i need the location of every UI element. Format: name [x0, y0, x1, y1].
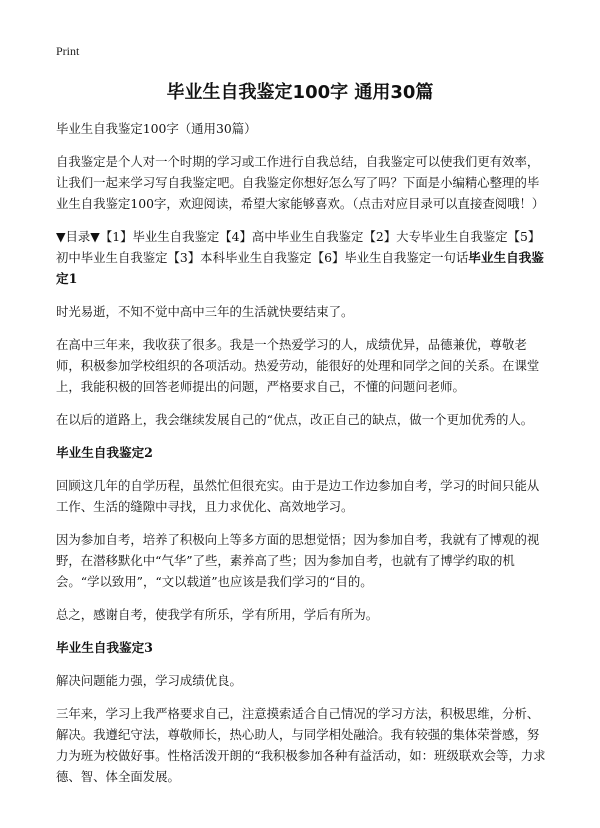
section-3-paragraph-1: 解决问题能力强，学习成绩优良。	[56, 673, 242, 688]
document-body	[56, 118, 550, 799]
section-2-paragraph-2: 因为参加自考，培养了积极向上等多方面的思想觉悟；因为参加自考，我就有了博观的视野，在潜移默化中“气华”了些，素养高了些；因为参加自考，也就有了博学约取的机会。“学以致用”，“文以载道”也应该是我们学习的“目的。	[56, 532, 540, 589]
document-subtitle: 毕业生自我鉴定100字（通用30篇）	[56, 121, 257, 136]
section-2-paragraph-1: 回顾这几年的自学历程，虽然忙但很充实。由于是边工作边参加自考，学习的时间只能从工作、生活的缝隙中寻找，且力求优化、高效地学习。	[56, 478, 540, 514]
section-1-paragraph-1: 时光易逝，不知不觉中高中三年的生活就快要结束了。	[56, 304, 354, 319]
section-3-heading: 毕业生自我鉴定3	[56, 640, 153, 655]
toc-item-3[interactable]: 【3】本科毕业生自我鉴定	[167, 250, 312, 265]
print-link[interactable]: Print	[56, 44, 80, 58]
toc-item-4[interactable]: 【4】高中毕业生自我鉴定	[219, 229, 364, 244]
section-1-paragraph-3: 在以后的道路上，我会继续发展自己的“优点，改正自己的缺点，做一个更加优秀的人。	[56, 412, 534, 427]
section-1-paragraph-2: 在高中三年来，我收获了很多。我是一个热爱学习的人，成绩优异，品德兼优，尊敬老师，积极参加学校组织的各项活动。热爱劳动，能很好的处理和同学之间的关系。在课堂上，我能积极的回答老师提出的问题，严格要求自己，不懂的问题问老师。	[56, 337, 540, 394]
section-2-paragraph-3: 总之，感谢自考，使我学有所乐，学有所用，学后有所为。	[56, 607, 379, 622]
toc-item-2[interactable]: 【2】大专毕业生自我鉴定	[363, 229, 508, 244]
toc-item-5[interactable]: 【5】初中毕业生自我鉴定	[56, 229, 541, 265]
table-of-contents	[56, 226, 550, 289]
section-1-heading: 毕业生自我鉴定1	[56, 250, 544, 286]
toc-label: ▼目录▼	[56, 229, 100, 244]
section-2-heading: 毕业生自我鉴定2	[56, 445, 153, 460]
toc-item-1[interactable]: 【1】毕业生自我鉴定	[99, 229, 220, 244]
section-3-paragraph-2: 三年来，学习上我严格要求自己，注意摸索适合自己情况的学习方法，积极思维，分析、解决。我遵纪守法，尊敬师长，热心助人，与同学相处融洽。我有较强的集体荣誉感，努力为班为校做好事。性格活泼开朗的“我积极参加各种有益活动，如：班级联欢会等，力求德、智、体全面发展。	[56, 706, 546, 784]
document-title: 毕业生自我鉴定100字 通用30篇	[166, 82, 434, 103]
toc-item-6[interactable]: 【6】毕业生自我鉴定一句话	[311, 250, 469, 265]
intro-paragraph: 自我鉴定是个人对一个时期的学习或工作进行自我总结，自我鉴定可以使我们更有效率，让我们一起来学习写自我鉴定吧。自我鉴定你想好怎么写了吗？下面是小编精心整理的毕业生自我鉴定100字，欢迎阅读，希望大家能够喜欢。（点击对应目录可以直接查阅哦！）	[56, 154, 545, 211]
